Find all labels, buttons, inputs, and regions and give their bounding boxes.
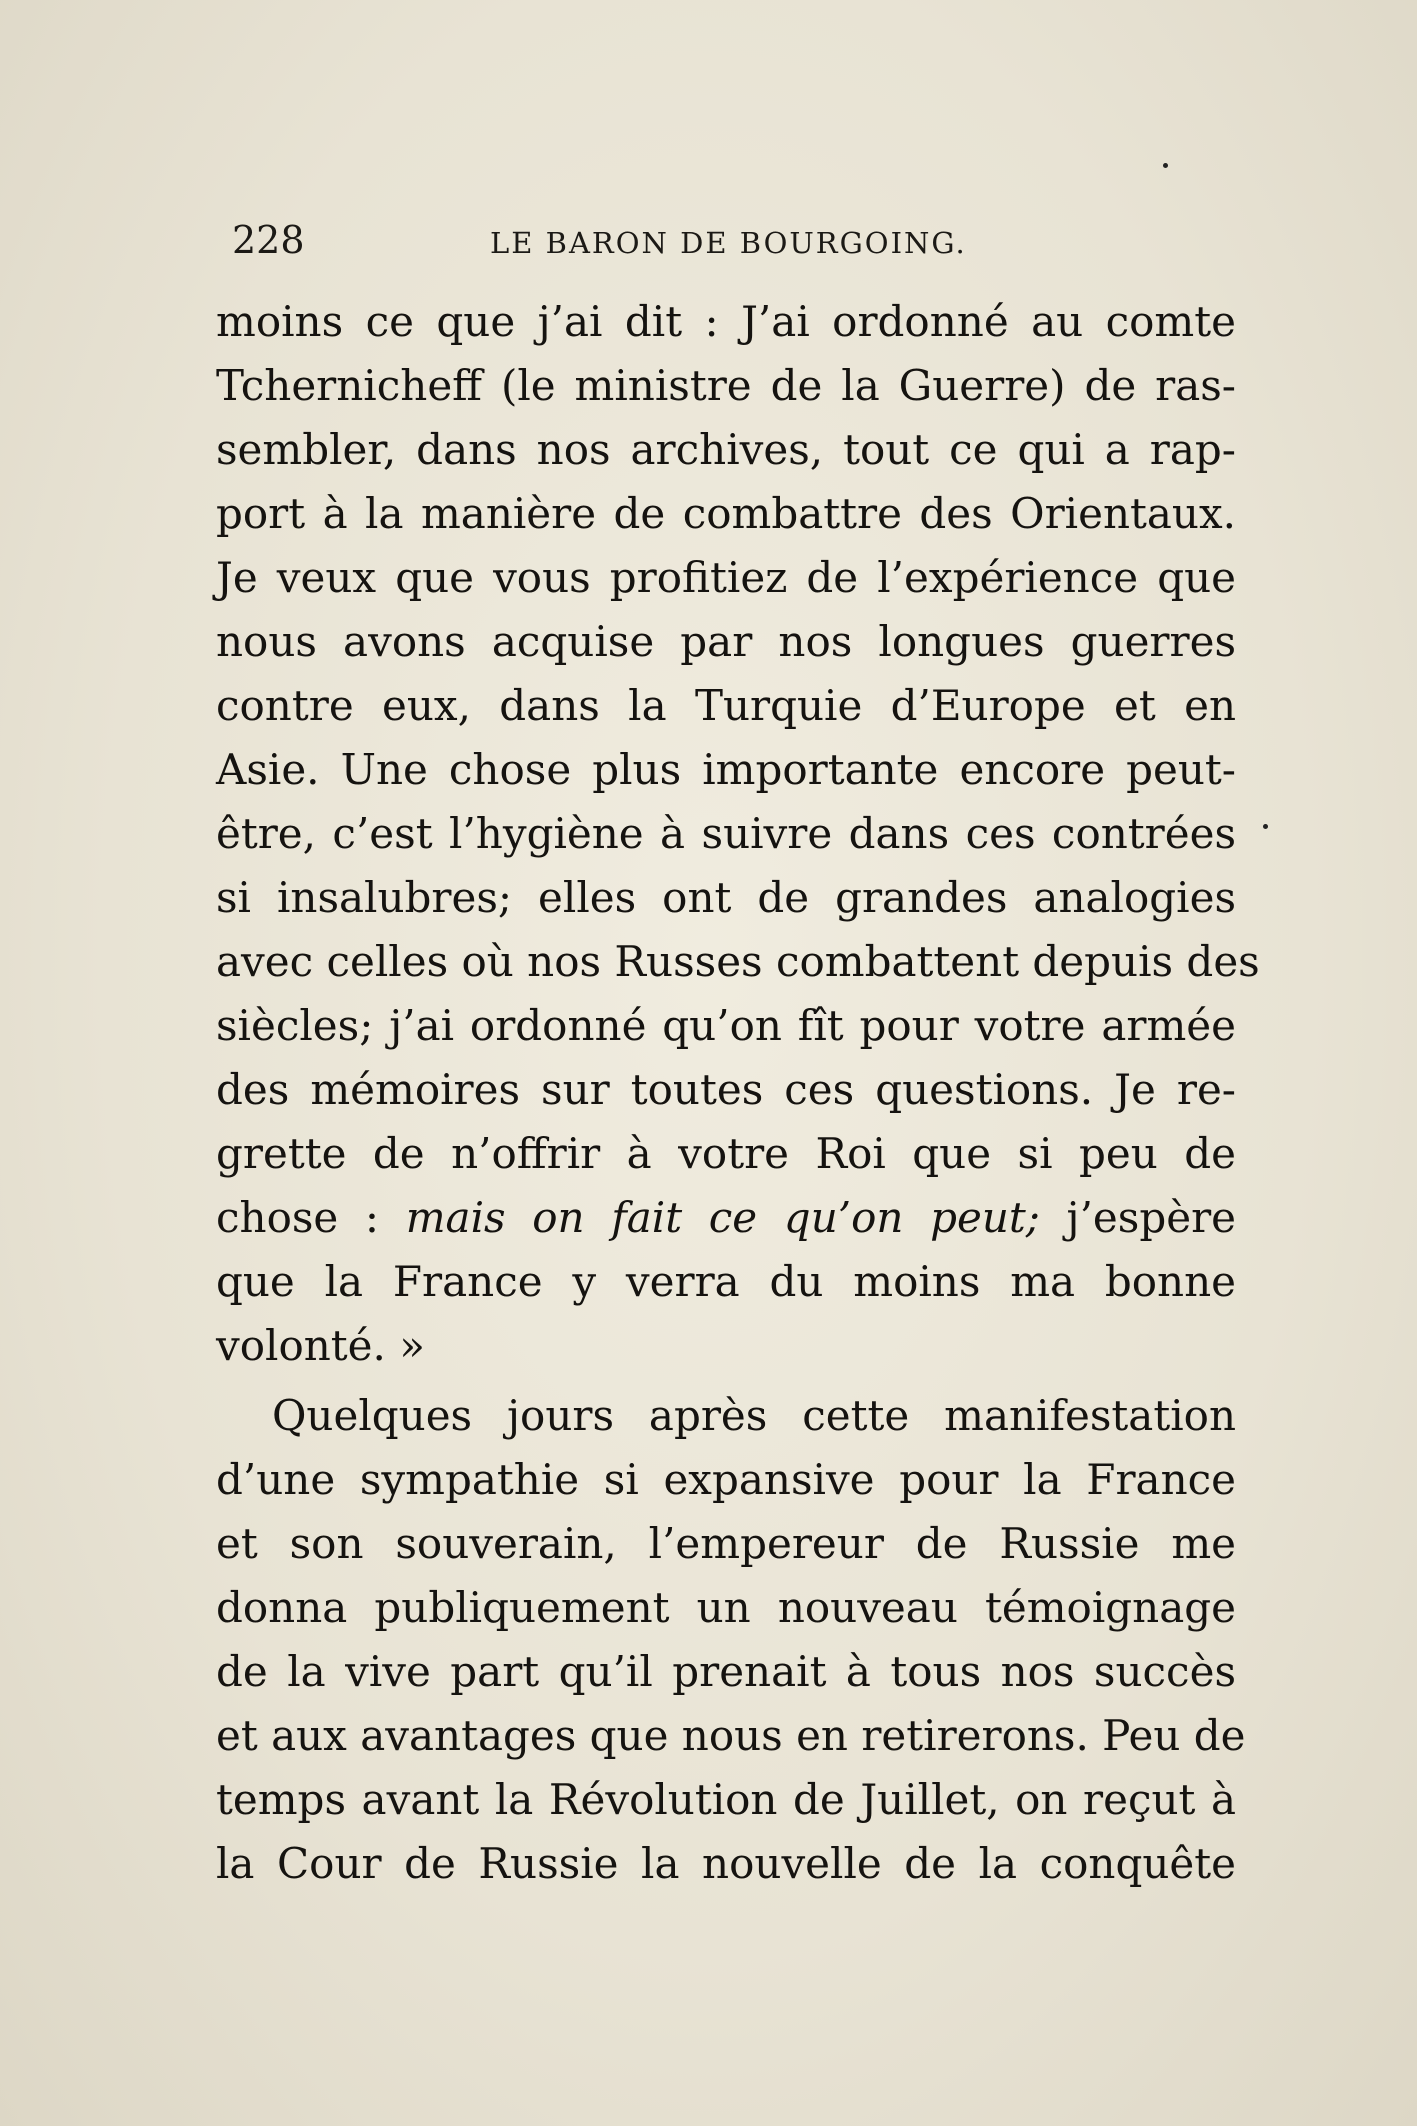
text-line: et son souverain, l’empereur de Russie me <box>216 1519 1236 1568</box>
text-line: donna publiquement un nouveau témoignage <box>216 1583 1236 1632</box>
text-line: contre eux, dans la Turquie d’Europe et en <box>216 681 1236 730</box>
running-head: LE BARON DE BOURGOING. <box>490 226 967 260</box>
text-line: Je veux que vous profitiez de l’expérience que <box>216 553 1236 602</box>
text-line: Tchernicheff (le ministre de la Guerre) de ras- <box>216 361 1236 410</box>
text-line: si insalubres; elles ont de grandes analogies <box>216 873 1236 922</box>
text-line: Asie. Une chose plus importante encore peut- <box>216 745 1236 794</box>
text-line: être, c’est l’hygiène à suivre dans ces contrées <box>216 809 1236 858</box>
paragraph-2 <box>216 1384 1246 1896</box>
page-number: 228 <box>232 218 305 262</box>
page-header <box>232 218 1242 278</box>
text-line-indented: Quelques jours après cette manifestation <box>272 1391 1236 1440</box>
text-line: sembler, dans nos archives, tout ce qui a rap- <box>216 425 1236 474</box>
text-line: nous avons acquise par nos longues guerres <box>216 617 1236 666</box>
text-line: que la France y verra du moins ma bonne <box>216 1257 1236 1306</box>
line-end: j’espère <box>1039 1193 1237 1242</box>
text-line: temps avant la Révolution de Juillet, on reçut à <box>216 1775 1236 1824</box>
body-text <box>216 290 1260 1896</box>
text-line-last: volonté. » <box>216 1321 425 1370</box>
text-line: moins ce que j’ai dit : J’ai ordonné au comte <box>216 297 1236 346</box>
print-speck <box>1263 824 1268 829</box>
line-start: chose : <box>216 1193 406 1242</box>
text-line: de la vive part qu’il prenait à tous nos succès <box>216 1647 1236 1696</box>
text-line-with-italic <box>216 1186 1236 1250</box>
print-speck <box>1163 163 1168 168</box>
text-line: des mémoires sur toutes ces questions. Je re- <box>216 1065 1236 1114</box>
text-line: la Cour de Russie la nouvelle de la conquête <box>216 1839 1236 1888</box>
text-line: avec celles où nos Russes combattent depuis des <box>216 937 1260 986</box>
text-line: d’une sympathie si expansive pour la France <box>216 1455 1236 1504</box>
text-line: grette de n’offrir à votre Roi que si peu de <box>216 1129 1236 1178</box>
text-line: siècles; j’ai ordonné qu’on fît pour votre armée <box>216 1001 1236 1050</box>
paragraph-1 <box>216 290 1260 1378</box>
italic-phrase: mais on fait ce qu’on peut; <box>405 1193 1040 1242</box>
text-line: et aux avantages que nous en retirerons. Peu de <box>216 1711 1246 1760</box>
text-line: port à la manière de combattre des Orientaux. <box>216 489 1236 538</box>
